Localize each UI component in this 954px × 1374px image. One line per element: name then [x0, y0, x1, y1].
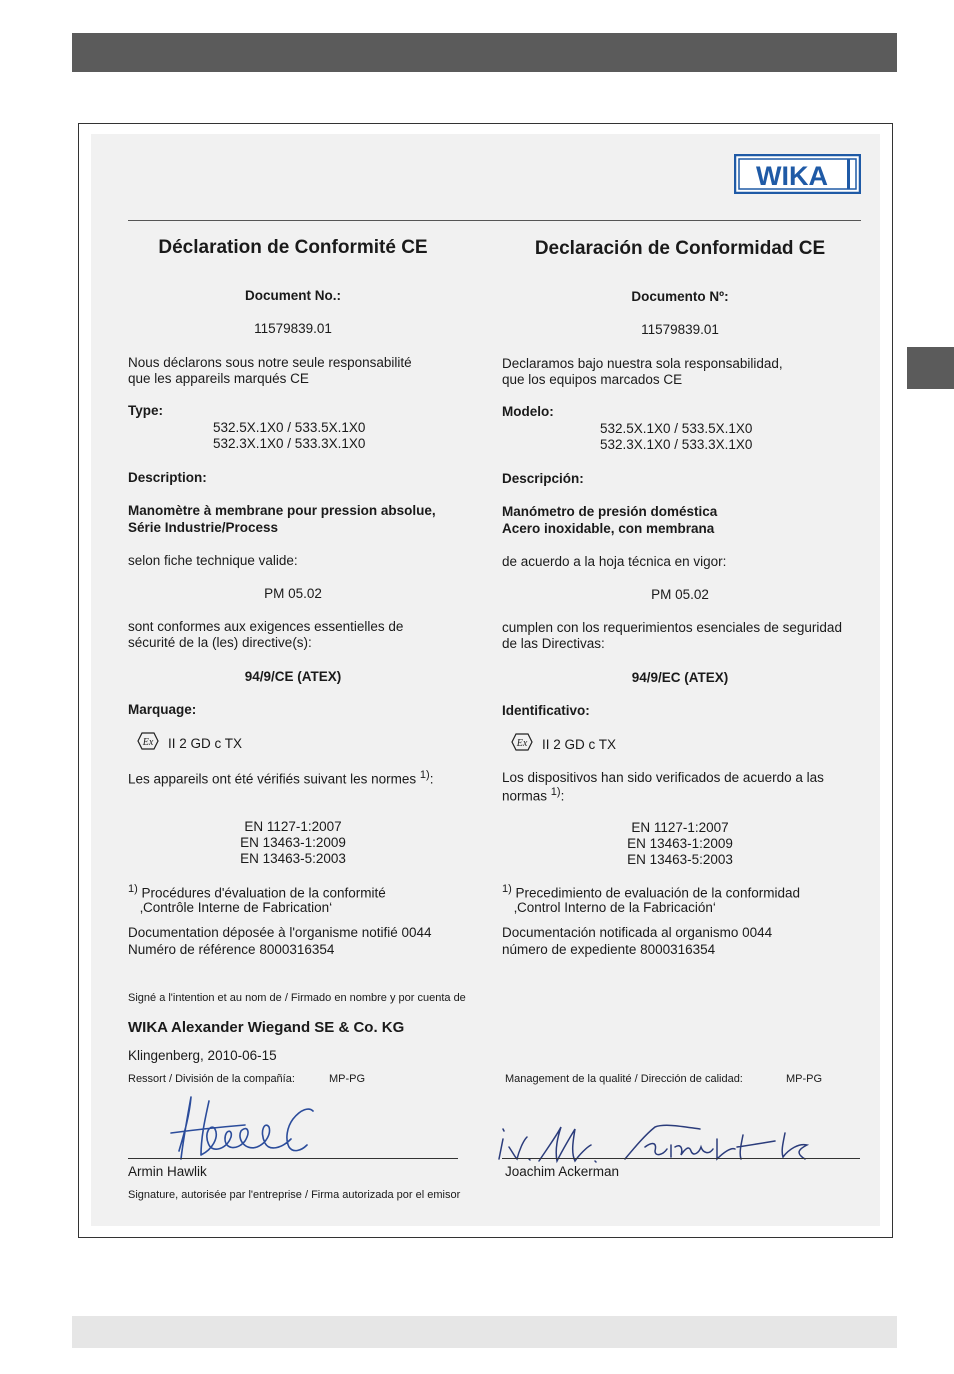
verified-sup-fr: 1): [419, 769, 430, 781]
datasheet-no-fr: PM 05.02: [264, 586, 322, 601]
documentation-line-1-es: Documentación notificada al organismo 0044: [502, 925, 773, 940]
footer-bar: [72, 1316, 897, 1348]
verified-line-fr: Les appareils ont été vérifiés suivant les normes: [128, 771, 417, 787]
conform-line-2-fr: sécurité de la (les) directive(s):: [128, 635, 312, 650]
type-value-2-es: 532.3X.1X0 / 533.3X.1X0: [600, 437, 753, 452]
norm-3-es: EN 13463-5:2003: [627, 852, 733, 867]
norm-1-es: EN 1127-1:2007: [631, 820, 729, 835]
verified-normas-es: normas: [502, 788, 548, 804]
type-label-fr: Type:: [128, 403, 164, 418]
svg-text:Ex: Ex: [516, 738, 528, 749]
description-line-2-es: Acero inoxidable, con membrana: [502, 521, 715, 536]
verified-text-fr: [128, 768, 433, 788]
marking-label-es: Identificativo:: [502, 703, 590, 718]
signature-ackerman: [495, 1119, 825, 1169]
norm-1-fr: EN 1127-1:2007: [244, 819, 342, 834]
type-value-2-fr: 532.3X.1X0 / 533.3X.1X0: [213, 436, 366, 451]
footnote-text-fr: Procédures d'évaluation de la conformité: [141, 885, 386, 901]
description-line-2-fr: Série Industrie/Process: [128, 520, 279, 535]
place-date: Klingenberg, 2010-06-15: [128, 1048, 277, 1063]
certificate-sheet: [91, 134, 880, 1226]
title-es: Declaración de Conformidad CE: [534, 238, 826, 259]
on-behalf-line: Signé a l'intention et au nom de / Firmado en nombre y por cuenta de: [128, 992, 466, 1004]
footnote-line-2-fr: ‚Contrôle Interne de Fabrication‘: [140, 900, 333, 915]
svg-text:WIKA: WIKA: [756, 161, 828, 191]
conform-line-1-fr: sont conformes aux exigences essentielles de: [128, 619, 404, 634]
documentation-line-2-es: número de expediente 8000316354: [502, 942, 716, 957]
datasheet-text-fr: selon fiche technique valide:: [128, 553, 298, 568]
type-label-es: Modelo:: [502, 404, 554, 419]
description-line-1-es: Manómetro de presión doméstica: [502, 504, 718, 519]
title-fr: Déclaration de Conformité CE: [158, 237, 428, 258]
directive-fr: 94/9/CE (ATEX): [244, 669, 342, 684]
division-value: MP-PG: [329, 1073, 366, 1085]
verified-line-2-es: [502, 785, 564, 805]
ex-hexagon-icon: [137, 732, 159, 750]
header-rule: [128, 220, 861, 221]
marking-es: II 2 GD c TX: [542, 737, 617, 752]
intro-line-2-es: que los equipos marcados CE: [502, 372, 683, 387]
quality-value: MP-PG: [786, 1073, 823, 1085]
intro-line-1-es: Declaramos bajo nuestra sola responsabilidad,: [502, 356, 783, 371]
norm-2-es: EN 13463-1:2009: [627, 836, 733, 851]
side-chapter-tab: [907, 347, 954, 389]
footnote-line-2-es: ‚Control Interno de la Fabricación‘: [514, 900, 716, 915]
signature-line-left: [128, 1158, 458, 1159]
description-label-fr: Description:: [128, 470, 207, 485]
marking-fr: II 2 GD c TX: [168, 736, 243, 751]
doc-no-label-es: Documento Nº:: [631, 289, 729, 304]
datasheet-no-es: PM 05.02: [651, 587, 709, 602]
company-name: WIKA Alexander Wiegand SE & Co. KG: [128, 1019, 405, 1036]
header-bar: [72, 33, 897, 72]
division-label: Ressort / División de la compañía:: [128, 1073, 295, 1085]
certificate-frame: [78, 123, 893, 1238]
marking-label-fr: Marquage:: [128, 702, 197, 717]
quality-label: Management de la qualité / Dirección de calidad:: [505, 1073, 743, 1085]
documentation-line-1-fr: Documentation déposée à l'organisme notifié 0044: [128, 925, 432, 940]
conform-line-2-es: de las Directivas:: [502, 636, 605, 651]
doc-no-label-fr: Document No.:: [245, 288, 341, 303]
signer-ackerman: Joachim Ackerman: [505, 1164, 620, 1179]
doc-no-es: 11579839.01: [641, 322, 719, 337]
footnote-sup-es: 1): [502, 883, 512, 895]
footnote-sup-fr: 1): [128, 883, 138, 895]
verified-sup-es: 1): [550, 786, 561, 798]
svg-text:Ex: Ex: [142, 737, 154, 748]
verified-line-1-es: Los dispositivos han sido verificados de acuerdo a las: [502, 770, 824, 785]
wika-logo: [734, 154, 861, 194]
signature-hawlik: [161, 1089, 331, 1164]
type-value-1-fr: 532.5X.1X0 / 533.5X.1X0: [213, 420, 366, 435]
intro-line-2-fr: que les appareils marqués CE: [128, 371, 309, 386]
norm-2-fr: EN 13463-1:2009: [240, 835, 346, 850]
signature-note: Signature, autorisée par l'entreprise / Firma autorizada por el emisor: [128, 1189, 461, 1201]
norm-3-fr: EN 13463-5:2003: [240, 851, 346, 866]
verified-colon-fr: :: [429, 771, 434, 787]
conform-line-1-es: cumplen con los requerimientos esenciales de seguridad: [502, 620, 842, 635]
description-label-es: Descripción:: [502, 471, 584, 486]
signer-hawlik: Armin Hawlik: [128, 1164, 207, 1179]
type-value-1-es: 532.5X.1X0 / 533.5X.1X0: [600, 421, 753, 436]
verified-colon-es: :: [560, 788, 565, 804]
datasheet-text-es: de acuerdo a la hoja técnica en vigor:: [502, 554, 727, 569]
ex-hexagon-icon: [511, 733, 533, 751]
directive-es: 94/9/EC (ATEX): [631, 670, 729, 685]
footnote-text-es: Precedimiento de evaluación de la conformidad: [515, 885, 800, 901]
description-line-1-fr: Manomètre à membrane pour pression absolue,: [128, 503, 436, 518]
documentation-line-2-fr: Numéro de référence 8000316354: [128, 942, 335, 957]
intro-line-1-fr: Nous déclarons sous notre seule responsabilité: [128, 355, 412, 370]
signature-line-right: [502, 1158, 860, 1159]
doc-no-fr: 11579839.01: [254, 321, 332, 336]
